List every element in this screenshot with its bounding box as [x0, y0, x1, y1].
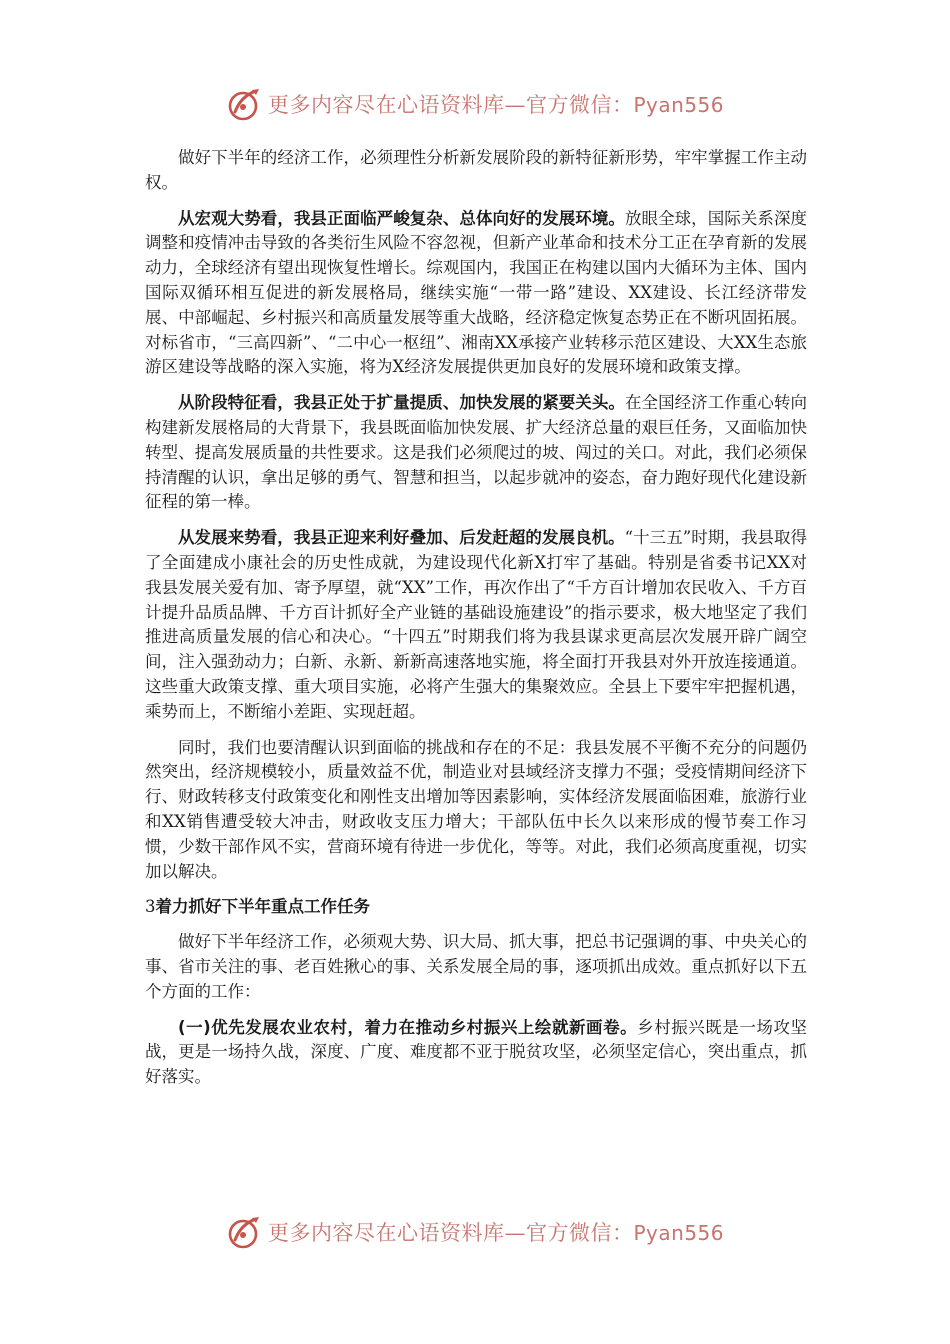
paragraph: 从发展来势看，我县正迎来利好叠加、后发赶超的发展良机。“十三五”时期，我县取得了全面建成小康社会的历史性成就，为建设现代化新X打牢了基础。特别是省委书记XX对我县发展关爱有加、寄予厚望，就“XX”工作，再次作出了“千方百计增加农民收入、千方百计提升品质品牌、千方百计抓好全产业链的基础设施建设”的指示要求，极大地坚定了我们推进高质量发展的信心和决心。“十四五”时期我们将为我县谋求更高层次发展开辟广阔空间，注入强劲动力；白新、永新、新新高速落地实施，将全面打开我县对外开放连接通道。这些重大政策支撑、重大项目实施，必将产生强大的集聚效应。全县上下要牢牢把握机遇，乘势而上，不断缩小差距、实现赶超。 [145, 528, 807, 721]
paragraph: 从阶段特征看，我县正处于扩量提质、加快发展的紧要关头。在全国经济工作重心转向构建新发展格局的大背景下，我县既面临加快发展、扩大经济总量的艰巨任务，又面临加快转型、提高发展质量的共性要求。这是我们必须爬过的坡、闯过的关口。对此，我们必须保持清醒的认识，拿出足够的勇气、智慧和担当，以起步就冲的姿态，奋力跑好现代化建设新征程的第一棒。 [145, 393, 808, 512]
wechat-id: Pyan556 [633, 1221, 724, 1245]
section-heading: 3着力抓好下半年重点工作任务 [145, 897, 370, 917]
logo-icon [226, 1214, 262, 1250]
banner-text: 更多内容尽在心语资料库—官方微信：Pyan556 [267, 1221, 724, 1245]
footer-banner [0, 1210, 950, 1254]
document-body [145, 146, 807, 1101]
paragraph: (一)优先发展农业农村，着力在推动乡村振兴上绘就新画卷。乡村振兴既是一场攻坚战，更是一场持久战，深度、广度、难度都不亚于脱贫攻坚，必须坚定信心，突出重点，抓好落实。 [145, 1017, 807, 1087]
paragraph: 从宏观大势看，我县正面临严峻复杂、总体向好的发展环境。放眼全球，国际关系深度调整和疫情冲击导致的各类衍生风险不容忽视，但新产业革命和技术分工正在孕育新的发展动力，全球经济有望出现恢复性增长。综观国内，我国正在构建以国内大循环为主体、国内国际双循环相互促进的新发展格局，继续实施“一带一路”建设、XX建设、长江经济带发展、中部崛起、乡村振兴和高质量发展等重大战略，经济稳定恢复态势正在不断巩固拓展。对标省市，“三高四新”、“二中心一枢纽”、湘南XX承接产业转移示范区建设、大XX生态旅游区建设等战略的深入实施，将为X经济发展提供更加良好的发展环境和政策支撑。 [145, 208, 808, 377]
paragraph: 做好下半年经济工作，必须观大势、识大局、抓大事，把总书记强调的事、中央关心的事、省市关注的事、老百姓揪心的事、关系发展全局的事，逐项抓出成效。重点抓好以下五个方面的工作： [145, 932, 807, 1001]
logo-icon [226, 86, 262, 122]
paragraph: 同时，我们也要清醒认识到面临的挑战和存在的不足：我县发展不平衡不充分的问题仍然突出，经济规模较小，质量效益不优，制造业对县域经济支撑力不强；受疫情期间经济下行、财政转移支付政策变化和刚性支出增加等因素影响，实体经济发展面临困难，旅游行业和XX销售遭受较大冲击，财政收支压力增大；干部队伍中长久以来形成的慢节奏工作习惯，少数干部作风不实，营商环境有待进一步优化，等等。对此，我们必须高度重视，切实加以解决。 [145, 737, 807, 881]
header-banner [0, 82, 950, 126]
paragraph: 做好下半年的经济工作，必须理性分析新发展阶段的新特征新形势，牢牢掌握工作主动权。 [145, 148, 807, 192]
banner-text: 更多内容尽在心语资料库—官方微信：Pyan556 [267, 93, 724, 117]
wechat-id: Pyan556 [633, 93, 724, 117]
